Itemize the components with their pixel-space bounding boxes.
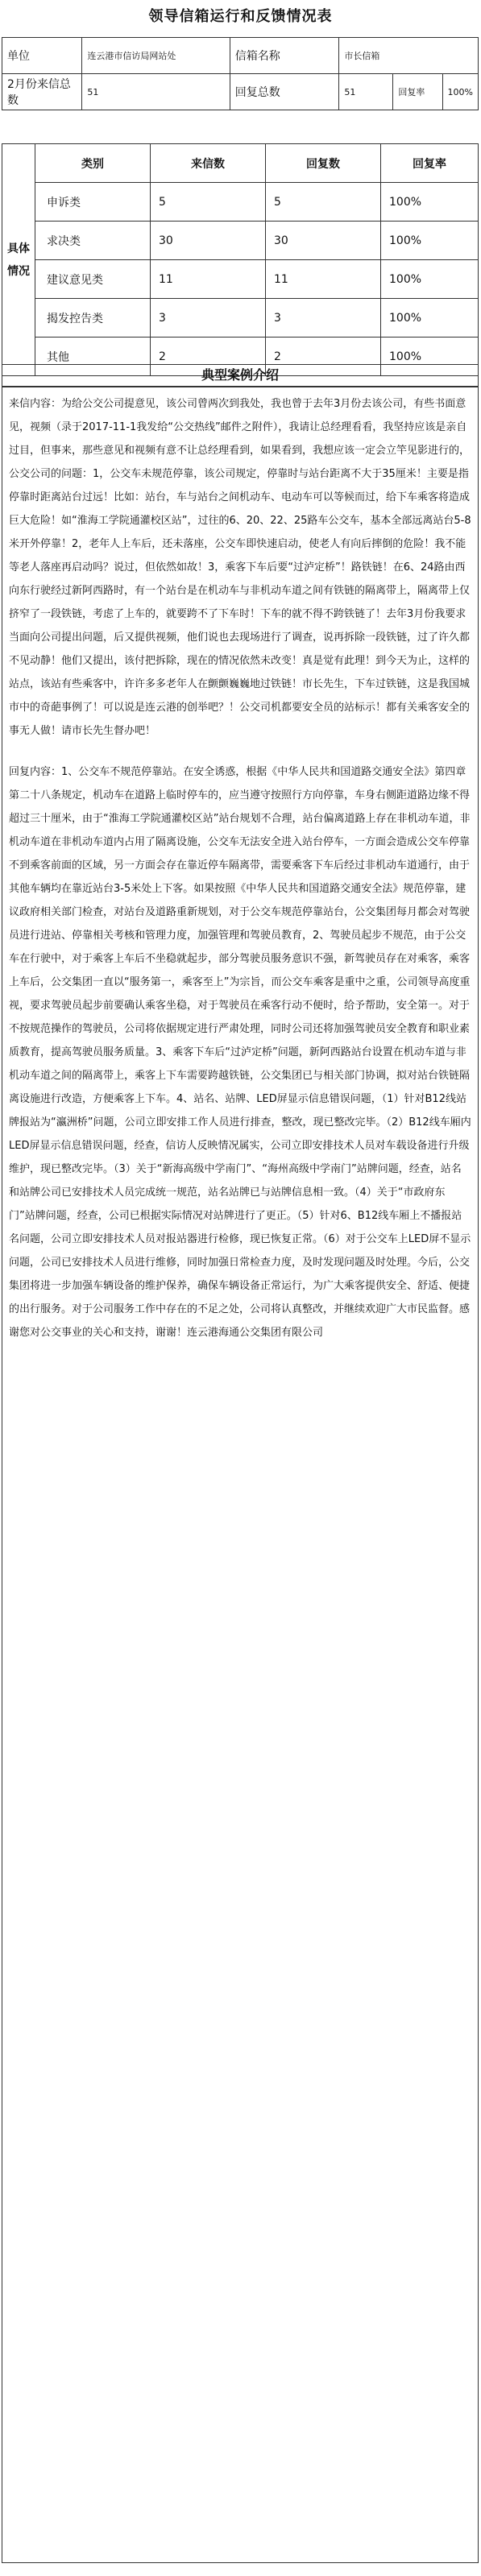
letters-cell: 11	[151, 260, 266, 299]
replies-cell: 3	[266, 299, 381, 338]
letters-cell: 2	[151, 338, 266, 376]
reply-rate-label: 回复率	[393, 74, 442, 110]
info-row	[2, 74, 479, 110]
stats-row	[2, 299, 479, 338]
letter-content: 来信内容：为给公交公司提意见，该公司曾两次到我处，我也曾于去年3月份去该公司，有些书面意见，视频（录于2017-11-1我发给“公交热线”邮件之附件），我请让总经理看看，我坚持应该是亲自过目，但事来，那些意见和视频有意不让总经理看到，如果看到，我想应该一定会立竿见影进行的，公交公司的问题：1，公交车未规范停靠，该公司规定，停靠时与站台距离不大于35厘米！主要是指停靠时距离站台过远！比如：站台，车与站台之间机动车、电动车可以等候而过，给下车乘客将造成巨大危险！如“淮海工学院通灌校区站”，过往的6、20、22、25路车公交车，基本全部远离站台5-8米开外停靠！2，老年人上车后，还未落座，公交车即快速启动，使老人有向后摔倒的危险！我不能等老人落座再启动吗？说过，但依然如故！3，乘客下车后要“过泸定桥”！路铁链！在6、24路由西向东行驶经过新阿西路时，有一个站台是在机动车与非机动车道之间有铁链的隔离带上，隔离带上仅挤窄了一段铁链，考虑了上车的，就要跨不了下车时！下车的就不得不跨铁链了！去年3月份我要求当面向公司提出问题，后又提供视频，他们说也去现场进行了调查，说再拆除一段铁链，过了许久都不见动静！他们又提出，该付把拆除，现在的情况依然未改变！真是觉有此理！到今天为止，这样的站点，该站有些乘客中，许许多多老年人在颤颤巍巍地过铁链！市长先生，下车过铁链，这是我国城市中的奇葩事例了！可以说是连云港的创举吧？！公交司机都要安全员的站标示！都有关乘客安全的事无人做！请市长先生督办吧！	[9, 398, 471, 737]
rate-cell: 100%	[381, 299, 479, 338]
case-text-box	[2, 387, 479, 2563]
stats-row	[2, 260, 479, 299]
case-section-title: 典型案例介绍	[2, 364, 479, 387]
reply-rate-value: 100%	[442, 74, 478, 110]
reply-content: 回复内容：1、公交车不规范停靠站。在安全诱惑，根据《中华人民共和国道路交通安全法》第四章第二十八条规定，机动车在道路上临时停车的，应当遵守按照行方向停靠，车身右侧距道路边缘不得超过三十厘米，由于“淮海工学院通灌校区站”站台规划不合理，站台偏离道路上存在非机动车道，非机动车道在非机动车道内占用了隔离设施，公交车无法安全进入站台停车，一方面会造成公交车停靠不到乘客前面的区域，另一方面会存在靠近停车隔离带，需要乘客下车后经过非机动车道通行，由于其他车辆均在靠近站台3-5米处上下客。如果按照《中华人民共和国道路交通安全法》规范停靠，建议政府相关部门检查，对站台及道路重新规划，对于公交车规范停靠站台，公交集团每月都会对驾驶员进行进站、停靠相关考核和管理力度，加强管理和驾驶员教育，2、驾驶员起步不规范，由于公交车在行驶中，对于乘客上车后不坐稳就起步，部分驾驶员服务意识不强，新驾驶员存在对乘客，乘客上车后，公交集团一直以“服务第一，乘客至上”为宗旨，而公交车乘客是重中之重，公司领导高度重视，要求驾驶员起步前要确认乘客坐稳，对于驾驶员在乘客行动不便时，给予帮助，安全第一。对于不按规范操作的驾驶员，公司将依据规定进行严肃处理，同时公司还将加强驾驶员安全教育和职业素质教育，提高驾驶员服务质量。3、乘客下车后“过泸定桥”问题，新阿西路站台设置在机动车道与非机动车道之间的隔离带上，乘客上下车需要跨越铁链，公交集团已与相关部门协调，拟对站台铁链隔离设施进行改造，方便乘客上下车。4、站名、站牌、LED屏显示信息错误问题，（1）针对B12线站牌报站为“瀛洲桥”问题，公司立即安排工作人员进行排查，整改，现已整改完毕。（2）B12线车厢内LED屏显示信息错误问题，经查，信访人反映情况属实，公司立即安排技术人员对车载设备进行升级维护，现已整改完毕。（3）关于“新海高级中学南门”、“海州高级中学南门”站牌问题，经查，站名和站牌公司已安排技术人员完成统一规范，站名站牌已与站牌信息相一致。（4）关于“市政府东门”站牌问题，经查，公司已根据实际情况对站牌进行了更正。（5）针对6、B12线车厢上不播报站名问题，公司立即安排技术人员对报站器进行检修，现已恢复正常。（6）对于公交车上LED屏不显示问题，公司已安排技术人员进行维修，同时加强日常检查力度，及时发现问题及时处理。今后，公交集团将进一步加强车辆设备的维护保养，确保车辆设备正常运行，为广大乘客提供安全、舒适、便捷的出行服务。对于公司服务工作中存在的不足之处，公司将认真整改，并继续欢迎广大市民监督。感谢您对公交事业的关心和支持，谢谢！连云港海通公交集团有限公司	[9, 766, 471, 1339]
total-replies-label: 回复总数	[230, 74, 339, 110]
letters-cell: 5	[151, 183, 266, 222]
letters-cell: 3	[151, 299, 266, 338]
letters-cell: 30	[151, 222, 266, 260]
replies-cell: 2	[266, 338, 381, 376]
mailbox-name-value: 市长信箱	[339, 38, 479, 74]
category-cell: 求决类	[35, 222, 151, 260]
header-replies: 回复数	[266, 144, 381, 183]
info-row	[2, 38, 479, 74]
header-category: 类别	[35, 144, 151, 183]
total-replies-value: 51	[339, 74, 393, 110]
category-cell: 建议意见类	[35, 260, 151, 299]
category-cell: 申诉类	[35, 183, 151, 222]
category-cell: 其他	[35, 338, 151, 376]
info-table	[2, 37, 479, 110]
unit-value: 连云港市信访局网站处	[82, 38, 230, 74]
rate-cell: 100%	[381, 338, 479, 376]
rate-cell: 100%	[381, 222, 479, 260]
page-title: 领导信箱运行和反馈情况表	[148, 8, 333, 25]
rate-cell: 100%	[381, 260, 479, 299]
category-cell: 揭发控告类	[35, 299, 151, 338]
stats-header-row	[2, 144, 479, 183]
header-rate: 回复率	[381, 144, 479, 183]
side-label: 具体情况	[2, 144, 35, 376]
rate-cell: 100%	[381, 183, 479, 222]
replies-cell: 11	[266, 260, 381, 299]
stats-row	[2, 183, 479, 222]
stats-row	[2, 222, 479, 260]
header-letters: 来信数	[151, 144, 266, 183]
replies-cell: 5	[266, 183, 381, 222]
mailbox-name-label: 信箱名称	[230, 38, 339, 74]
stats-table	[2, 143, 479, 376]
total-letters-label: 2月份来信总数	[2, 74, 82, 110]
total-letters-value: 51	[82, 74, 230, 110]
replies-cell: 30	[266, 222, 381, 260]
unit-label: 单位	[2, 38, 82, 74]
